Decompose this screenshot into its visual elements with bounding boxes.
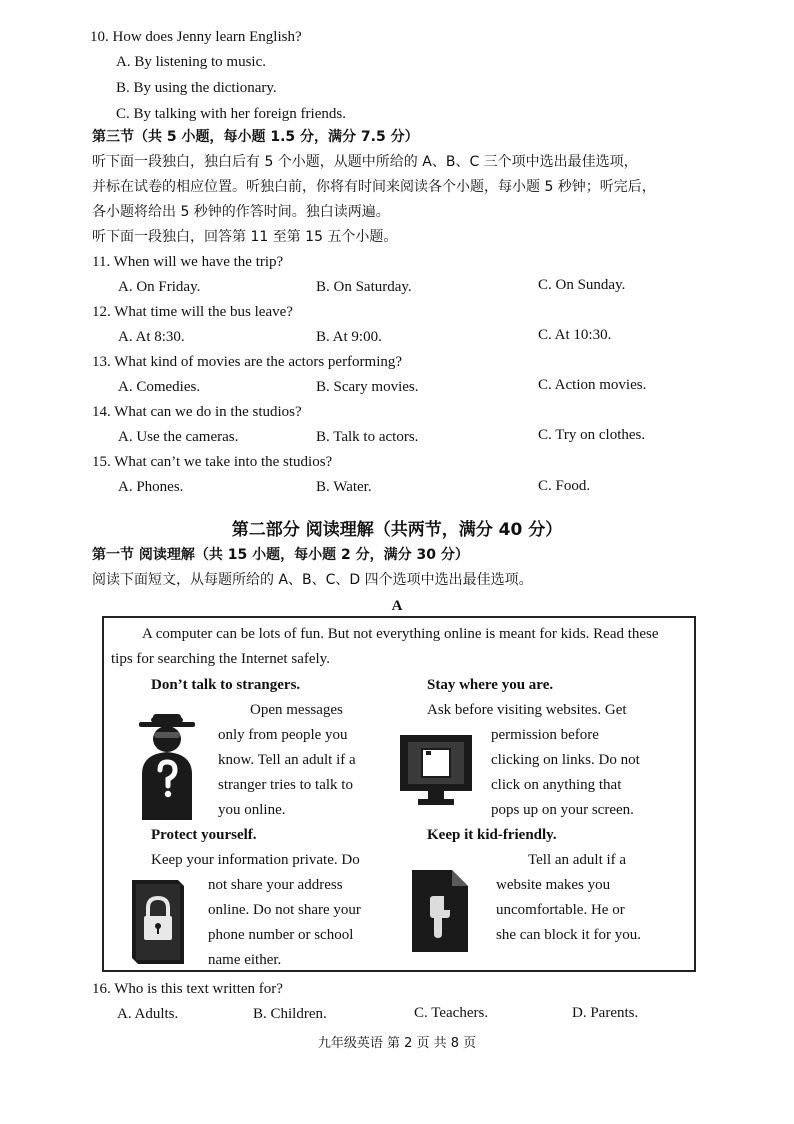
passage-label: A <box>391 598 403 614</box>
q11-option-b: B. On Saturday. <box>316 279 412 295</box>
tip-3-title: Protect yourself. <box>151 827 257 843</box>
tip-1-line-3: know. Tell an adult if a <box>218 752 356 768</box>
section-3-heading: 第三节（共 5 小题，每小题 1.5 分，满分 7.5 分） <box>92 129 419 145</box>
instruction-line-2: 并标在试卷的相应位置。听独白前，你将有时间来阅读各个小题，每小题 5 秒钟；听完后， <box>92 179 656 195</box>
tip-1-title: Don’t talk to strangers. <box>151 677 301 693</box>
q15-option-a: A. Phones. <box>118 479 184 495</box>
computer-monitor-icon <box>398 733 474 807</box>
question-11: 11. When will we have the trip? <box>92 254 284 270</box>
q16-option-b: B. Children. <box>253 1006 327 1022</box>
tip-4-title: Keep it kid-friendly. <box>427 827 557 843</box>
tip-3-line-5: name either. <box>208 952 282 968</box>
tip-4-line-4: she can block it for you. <box>496 927 641 943</box>
q12-option-b: B. At 9:00. <box>316 329 382 345</box>
tip-2-line-1: Ask before visiting websites. Get <box>427 702 627 718</box>
tip-1-line-2: only from people you <box>218 727 348 743</box>
tip-1-line-1: Open messages <box>250 702 343 718</box>
instruction-line-1: 听下面一段独白，独白后有 5 个小题，从题中所给的 A、B、C 三个项中选出最佳选项， <box>92 154 638 170</box>
question-10: 10. How does Jenny learn English? <box>90 29 302 45</box>
tip-2-line-5: pops up on your screen. <box>491 802 634 818</box>
tip-3-line-2: not share your address <box>208 877 343 893</box>
part-2-title: 第二部分 阅读理解（共两节，满分 40 分） <box>231 520 563 540</box>
tip-2-title: Stay where you are. <box>427 677 554 693</box>
instruction-line-3: 各小题将给出 5 秒钟的作答时间。独白读两遍。 <box>92 204 390 220</box>
q10-option-c: C. By talking with her foreign friends. <box>116 106 346 122</box>
tip-1-line-5: you online. <box>218 802 286 818</box>
q16-option-c: C. Teachers. <box>414 1005 489 1021</box>
tip-2-line-3: clicking on links. Do not <box>491 752 640 768</box>
tip-3-line-3: online. Do not share your <box>208 902 361 918</box>
question-14: 14. What can we do in the studios? <box>92 404 302 420</box>
q12-option-c: C. At 10:30. <box>538 327 612 343</box>
passage-intro-line-2: tips for searching the Internet safely. <box>111 651 330 667</box>
question-15: 15. What can’t we take into the studios? <box>92 454 333 470</box>
tip-1-line-4: stranger tries to talk to <box>218 777 353 793</box>
tip-3-line-4: phone number or school <box>208 927 354 943</box>
q16-option-d: D. Parents. <box>572 1005 639 1021</box>
q15-option-c: C. Food. <box>538 478 591 494</box>
page-footer: 九年级英语 第 2 页 共 8 页 <box>317 1036 477 1051</box>
q13-option-c: C. Action movies. <box>538 377 647 393</box>
q10-option-a: A. By listening to music. <box>116 54 266 70</box>
q13-option-a: A. Comedies. <box>118 379 201 395</box>
tip-3-line-1: Keep your information private. Do <box>151 852 360 868</box>
tip-4-line-2: website makes you <box>496 877 611 893</box>
tip-2-line-2: permission before <box>491 727 599 743</box>
locked-book-icon <box>126 876 188 966</box>
q15-option-b: B. Water. <box>316 479 372 495</box>
tip-4-line-3: uncomfortable. He or <box>496 902 625 918</box>
part-2-sub-heading: 第一节 阅读理解（共 15 小题，每小题 2 分，满分 30 分） <box>92 547 469 563</box>
passage-intro-line-1: A computer can be lots of fun. But not everything online is meant for kids. Read these <box>142 626 659 642</box>
thumbs-down-document-icon <box>408 866 472 954</box>
q14-option-b: B. Talk to actors. <box>316 429 419 445</box>
stranger-icon <box>132 712 202 820</box>
q12-option-a: A. At 8:30. <box>118 329 185 345</box>
q16-option-a: A. Adults. <box>117 1006 179 1022</box>
question-12: 12. What time will the bus leave? <box>92 304 293 320</box>
q14-option-a: A. Use the cameras. <box>118 429 239 445</box>
tip-4-line-1: Tell an adult if a <box>528 852 627 868</box>
question-13: 13. What kind of movies are the actors performing? <box>92 354 403 370</box>
q10-option-b: B. By using the dictionary. <box>116 80 277 96</box>
q11-option-a: A. On Friday. <box>118 279 201 295</box>
q14-option-c: C. Try on clothes. <box>538 427 646 443</box>
q13-option-b: B. Scary movies. <box>316 379 419 395</box>
instruction-line-4: 听下面一段独白，回答第 11 至第 15 五个小题。 <box>92 229 398 245</box>
part-2-instruction: 阅读下面短文，从每题所给的 A、B、C、D 四个选项中选出最佳选项。 <box>92 572 533 588</box>
tip-2-line-4: click on anything that <box>491 777 622 793</box>
q11-option-c: C. On Sunday. <box>538 277 626 293</box>
question-16: 16. Who is this text written for? <box>92 981 283 997</box>
